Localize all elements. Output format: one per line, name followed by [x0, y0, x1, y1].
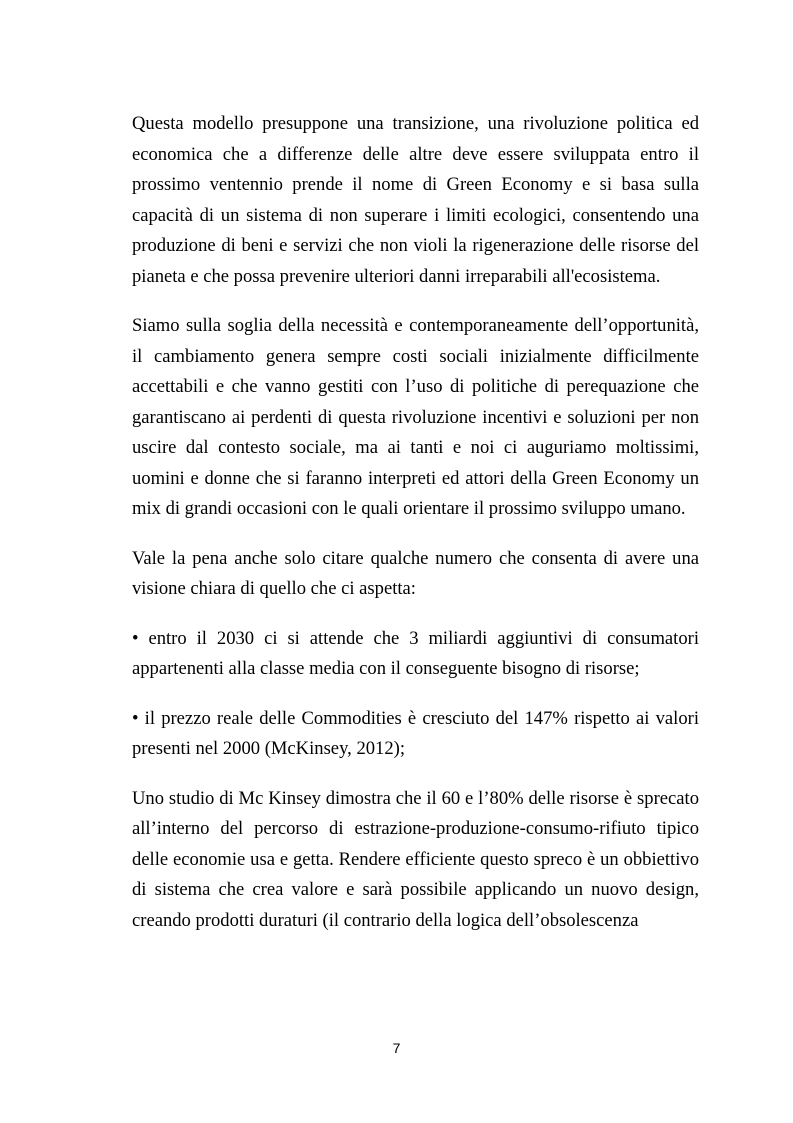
page-body: [132, 109, 699, 955]
bullet-consumers-2030: • entro il 2030 ci si attende che 3 miliardi aggiuntivi di consumatori appartenenti alla classe media con il conseguente bisogno di risorse;: [132, 627, 699, 679]
paragraph-mckinsey-study: Uno studio di Mc Kinsey dimostra che il 60 e l’80% delle risorse è sprecato all’interno del percorso di estrazione-produzione-consumo-rifiuto tipico delle economie usa e getta. Rendere efficiente questo spreco è un obbiettivo di sistema che crea valore e sarà possibile applicando un nuovo design, creando prodotti duraturi (il contrario della logica dell’obsolescenza: [132, 787, 699, 931]
paragraph-green-economy-intro: Questa modello presuppone una transizione, una rivoluzione politica ed economica che a differenze delle altre deve essere sviluppata entro il prossimo ventennio prende il nome di Green Economy e si basa sulla capacità di un sistema di non superare i limiti ecologici, consentendo una produzione di beni e servizi che non violi la rigenerazione delle risorse del pianeta e che possa prevenire ulteriori danni irreparabili all'ecosistema.: [132, 113, 699, 287]
paragraph-necessity-opportunity: Siamo sulla soglia della necessità e contemporaneamente dell’opportunità, il cambiamento genera sempre costi sociali inizialmente difficilmente accettabili e che vanno gestiti con l’uso di politiche di perequazione che garantiscano ai perdenti di questa rivoluzione incentivi e soluzioni per non uscire dal contesto sociale, ma ai tanti e noi ci auguriamo moltissimi, uomini e donne che si faranno interpreti ed attori della Green Economy un mix di grandi occasioni con le quali orientare il prossimo sviluppo umano.: [132, 315, 699, 519]
page-number: 7: [392, 1040, 401, 1056]
paragraph-numbers-intro: Vale la pena anche solo citare qualche numero che consenta di avere una visione chiara di quello che ci aspetta:: [132, 547, 699, 599]
bullet-commodities-price: • il prezzo reale delle Commodities è cresciuto del 147% rispetto ai valori presenti nel 2000 (McKinsey, 2012);: [132, 707, 699, 759]
